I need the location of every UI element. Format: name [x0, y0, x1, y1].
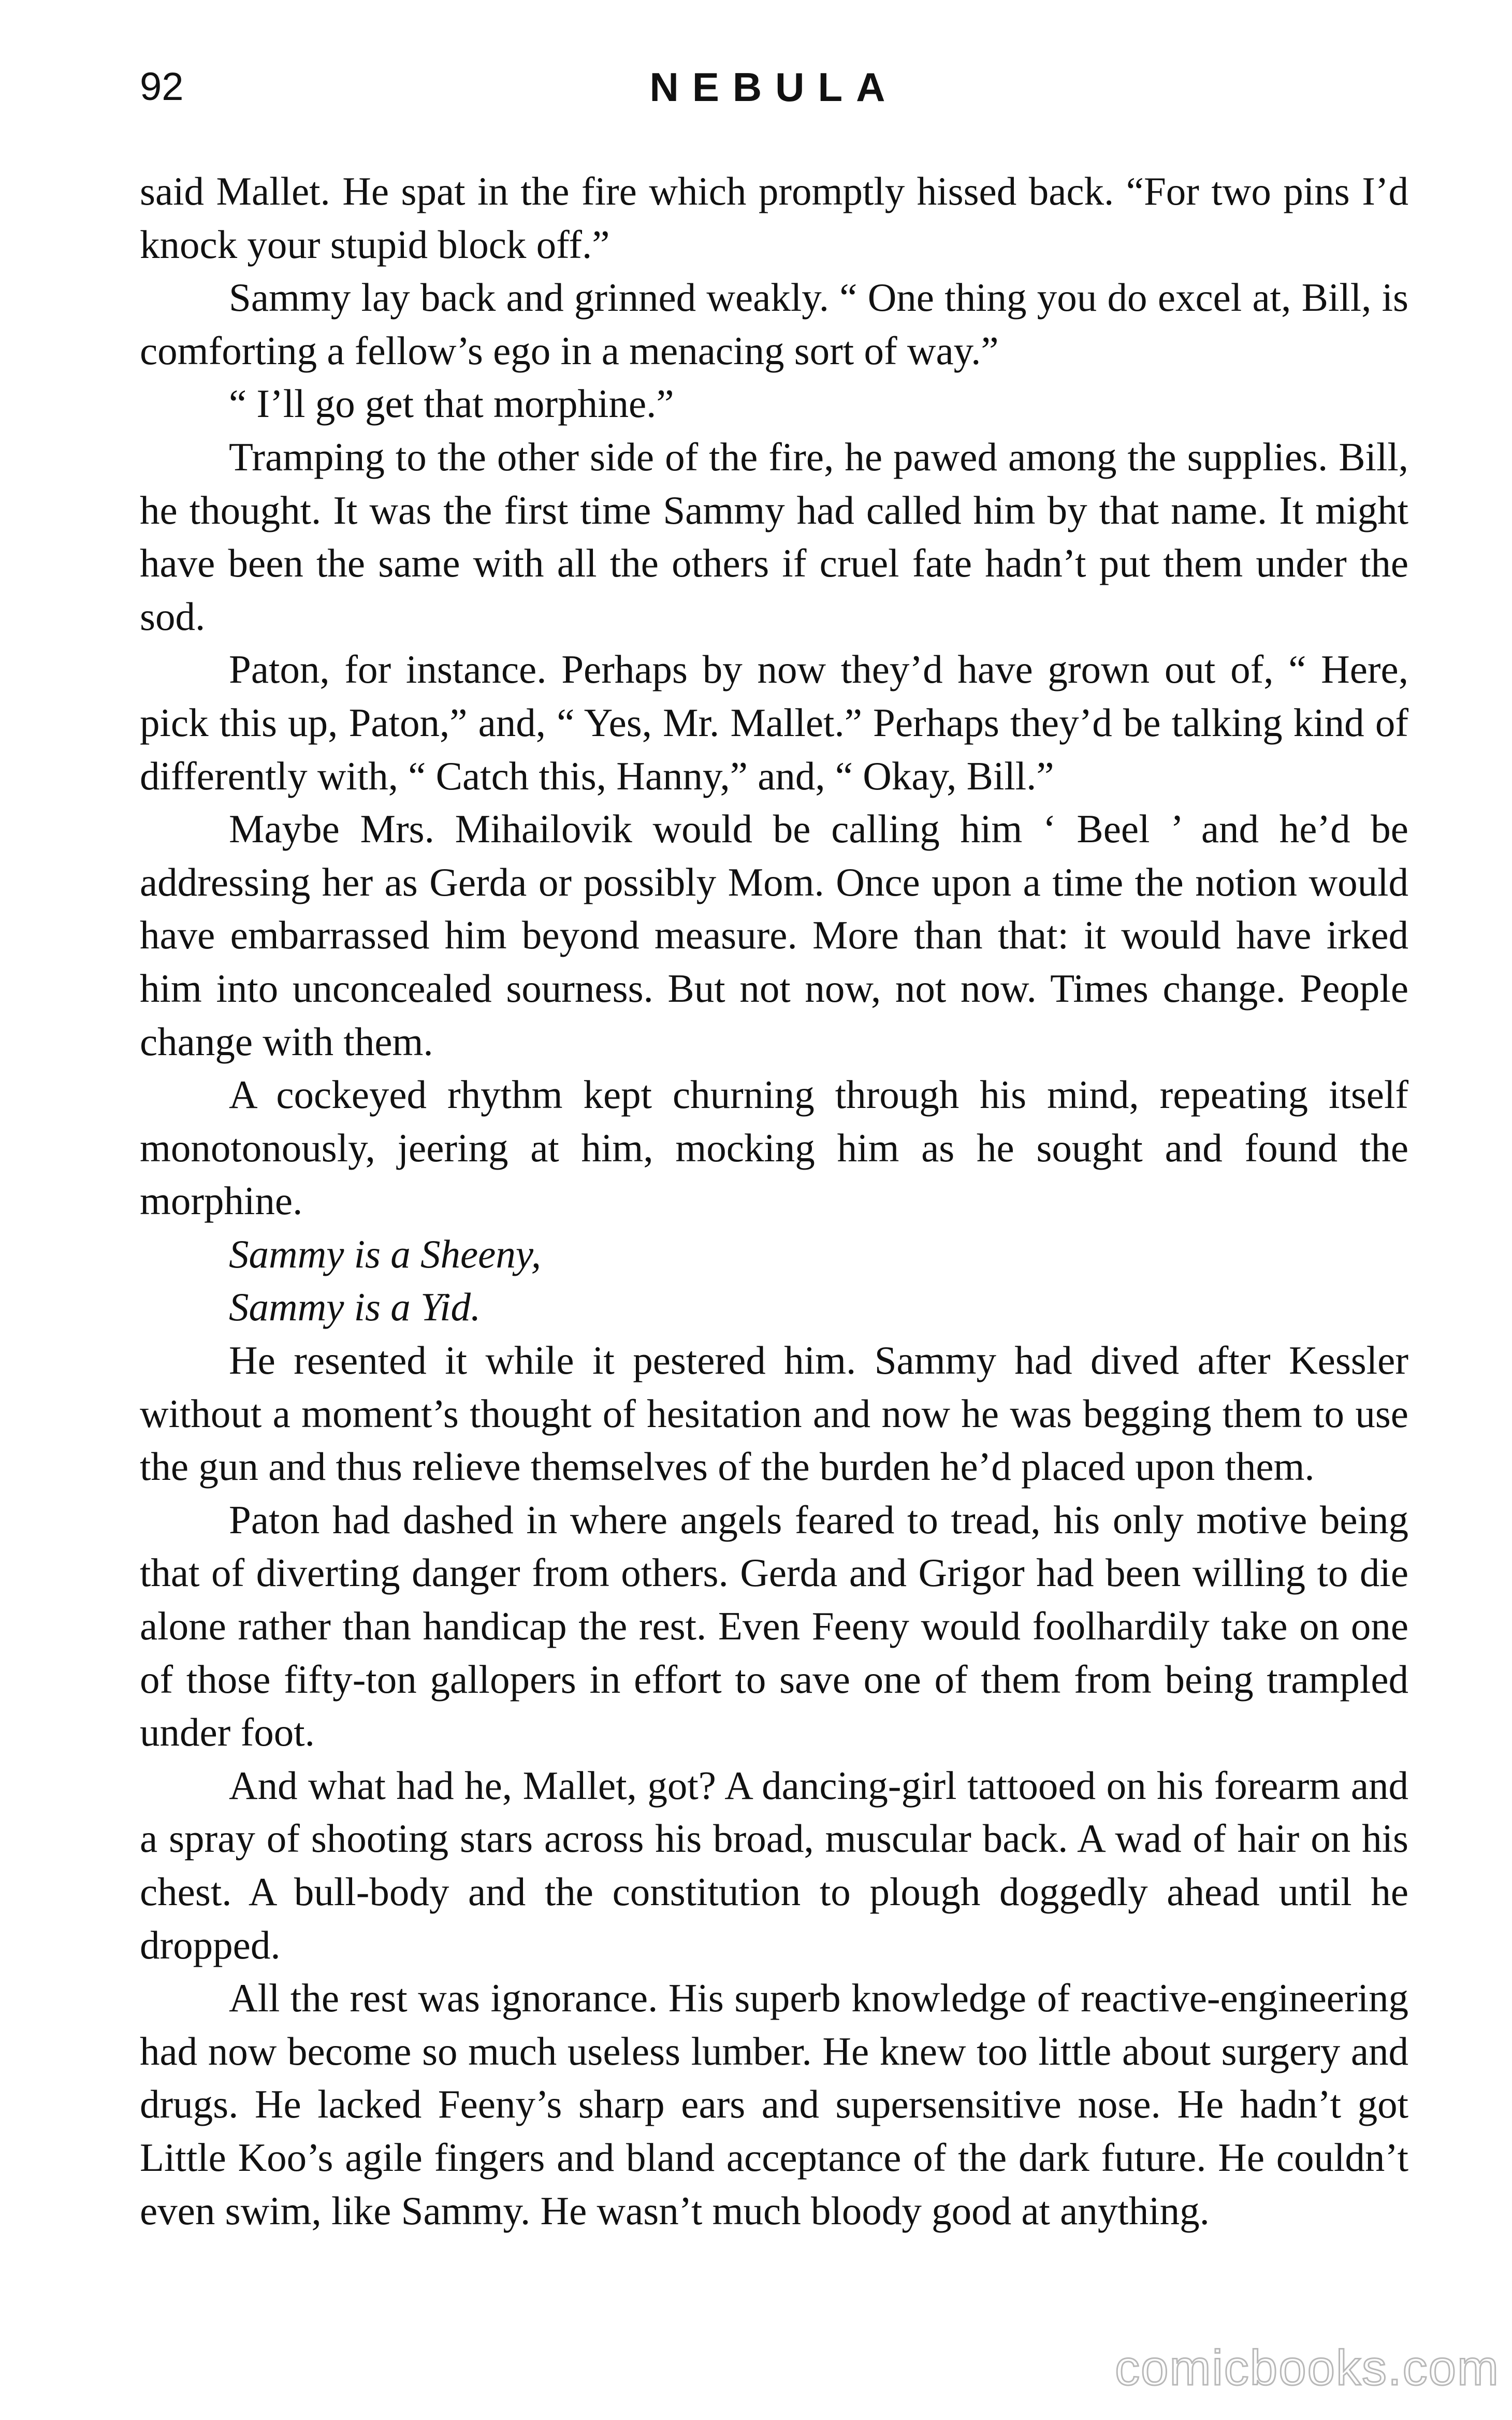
- running-title: NEBULA: [649, 64, 899, 110]
- page-number: 92: [140, 65, 184, 109]
- body-text: [140, 165, 1408, 2237]
- paragraph: said Mallet. He spat in the fire which promptly hissed back. “For two pins I’d knock your stupid block off.”: [140, 169, 1408, 267]
- paragraph: Maybe Mrs. Mihailovik would be calling him ‘ Beel ’ and he’d be addressing her as Gerda or possibly Mom. Once upon a time the notion would have embarrassed him beyond measure. More than that: it would have irked him into unconcealed sourness. But not now, not now. Times change. People change with them.: [140, 806, 1408, 1064]
- paragraph: All the rest was ignorance. His superb knowledge of reactive-engineering had now become so much useless lumber. He knew too little about surgery and drugs. He lacked Feeny’s sharp ears and supersensitive nose. He hadn’t got Little Koo’s agile fingers and bland acceptance of the dark future. He couldn’t even swim, like Sammy. He wasn’t much bloody good at anything.: [140, 1976, 1408, 2233]
- paragraph: “ I’ll go get that morphine.”: [229, 381, 674, 426]
- paragraph: Tramping to the other side of the fire, he pawed among the supplies. Bill, he thought. It was the first time Sammy had called him by that name. It might have been the same with all the others if cruel fate hadn’t put them under the sod.: [140, 434, 1408, 639]
- paragraph: A cockeyed rhythm kept churning through his mind, repeating itself monotonously, jeering at him, mocking him as he sought and found the morphine.: [140, 1072, 1408, 1223]
- verse-line: Sammy is a Yid.: [229, 1285, 481, 1330]
- verse-line: Sammy is a Sheeny,: [229, 1231, 542, 1276]
- paragraph: Sammy lay back and grinned weakly. “ One thing you do excel at, Bill, is comforting a fellow’s ego in a menacing sort of way.”: [140, 275, 1408, 373]
- paragraph: He resented it while it pestered him. Sammy had dived after Kessler without a moment’s thought of hesitation and now he was begging them to use the gun and thus relieve themselves of the burden he’d placed upon them.: [140, 1338, 1408, 1489]
- paragraph: Paton had dashed in where angels feared to tread, his only motive being that of diverting danger from others. Gerda and Grigor had been willing to die alone rather than handicap the rest. Even Feeny would foolhardily take on one of those fifty-ton gallopers in effort to save one of them from being trampled under foot.: [140, 1497, 1408, 1755]
- page-header: [140, 61, 1408, 123]
- watermark: comicbooks.com: [1115, 2340, 1500, 2396]
- paragraph: And what had he, Mallet, got? A dancing-girl tattooed on his forearm and a spray of shooting stars across his broad, muscular back. A wad of hair on his chest. A bull-body and the constitution to plough doggedly ahead until he dropped.: [140, 1763, 1408, 1967]
- paragraph: Paton, for instance. Perhaps by now they’d have grown out of, “ Here, pick this up, Paton,” and, “ Yes, Mr. Mallet.” Perhaps they’d be talking kind of differently with, “ Catch this, Hanny,” and, “ Okay, Bill.”: [140, 647, 1408, 798]
